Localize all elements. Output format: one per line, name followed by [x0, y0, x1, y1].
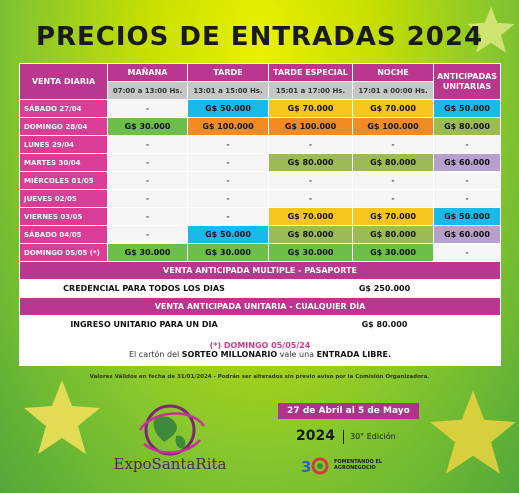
star-left-icon: [22, 376, 102, 456]
price-cell: -: [108, 100, 188, 118]
table-row: [20, 190, 501, 208]
unitaria-label: INGRESO UNITARIO PARA UN DIA: [20, 316, 269, 334]
thirty-badge-icon: [300, 456, 330, 476]
price-cell: G$ 30.000: [269, 244, 353, 262]
price-cell: G$ 50.000: [434, 208, 501, 226]
price-cell: G$ 80.000: [269, 226, 353, 244]
table-row: [20, 244, 501, 262]
section-multiple: VENTA ANTICIPADA MULTIPLE - PASAPORTE: [20, 262, 501, 280]
star-right-icon: [428, 386, 518, 476]
slogan-line-1: FOMENTANDO EL: [334, 459, 383, 465]
slogan: [334, 459, 382, 471]
price-cell: -: [434, 190, 501, 208]
price-cell: G$ 100.000: [269, 118, 353, 136]
svg-text:3: 3: [301, 458, 312, 476]
day-label: MIÉRCOLES 01/05: [20, 172, 108, 190]
day-label: DOMINGO 05/05 (*): [20, 244, 108, 262]
header-venta-diaria: VENTA DIARIA: [20, 64, 108, 100]
price-cell: -: [108, 226, 188, 244]
price-cell: G$ 50.000: [188, 100, 269, 118]
logo-text: ExpoSantaRita: [113, 455, 227, 473]
price-cell: G$ 100.000: [188, 118, 269, 136]
price-cell: G$ 30.000: [108, 244, 188, 262]
price-cell: G$ 80.000: [353, 226, 434, 244]
price-table: [19, 63, 501, 366]
price-cell: -: [353, 136, 434, 154]
price-cell: -: [353, 190, 434, 208]
price-cell: G$ 30.000: [108, 118, 188, 136]
year-divider: [343, 430, 344, 444]
price-cell: G$ 30.000: [188, 244, 269, 262]
section-unitaria: VENTA ANTICIPADA UNITARIA - CUALQUIER DÍA: [20, 298, 501, 316]
price-cell: -: [188, 208, 269, 226]
note-text-1: El cartón del: [128, 349, 182, 359]
multiple-price: G$ 250.000: [269, 280, 501, 298]
price-cell: -: [269, 136, 353, 154]
price-cell: -: [269, 190, 353, 208]
price-cell: -: [434, 172, 501, 190]
price-cell: G$ 70.000: [269, 208, 353, 226]
table-row: [20, 172, 501, 190]
price-cell: -: [108, 136, 188, 154]
price-cell: -: [434, 136, 501, 154]
note-cell: [20, 334, 501, 366]
note-title: (*) DOMINGO 05/05/24: [209, 340, 311, 350]
event-dates: 27 de Abril al 5 de Mayo: [278, 403, 419, 419]
slogan-line-2: AGRONEGOCIO: [334, 465, 376, 471]
header-tarde-especial: TARDE ESPECIAL: [269, 64, 353, 82]
day-rows: [20, 100, 501, 262]
note-bold-2: ENTRADA LIBRE.: [316, 349, 392, 359]
time-manana: 07:00 a 13:00 Hs.: [108, 82, 188, 100]
price-cell: G$ 70.000: [353, 100, 434, 118]
price-cell: G$ 80.000: [269, 154, 353, 172]
multiple-label: CREDENCIAL PARA TODOS LOS DIAS: [20, 280, 269, 298]
note-bold-1: SORTEO MILLONARIO: [181, 349, 278, 359]
price-cell: G$ 80.000: [434, 118, 501, 136]
price-table-container: [19, 63, 500, 363]
header-anticipadas: ANTICIPADAS UNITARIAS: [434, 64, 501, 100]
validity-note: Valores Válidos en fecha de 31/01/2024 - Podrán ser alterados sin previo aviso por la Comisión Organizadora.: [89, 374, 430, 380]
note-text: [20, 350, 500, 359]
price-cell: -: [188, 190, 269, 208]
day-label: LUNES 29/04: [20, 136, 108, 154]
price-cell: G$ 60.000: [434, 226, 501, 244]
note-text-2: vale una: [277, 349, 317, 359]
time-tarde: 13:01 a 15:00 Hs.: [188, 82, 269, 100]
day-label: MARTES 30/04: [20, 154, 108, 172]
table-row: [20, 118, 501, 136]
price-cell: -: [434, 244, 501, 262]
day-label: SÁBADO 27/04: [20, 100, 108, 118]
price-cell: -: [188, 172, 269, 190]
table-row: [20, 208, 501, 226]
header-manana: MAÑANA: [108, 64, 188, 82]
time-tarde-especial: 15:01 a 17:00 Hs.: [269, 82, 353, 100]
table-row: [20, 154, 501, 172]
price-cell: G$ 70.000: [269, 100, 353, 118]
price-cell: -: [353, 172, 434, 190]
day-label: SÁBADO 04/05: [20, 226, 108, 244]
price-cell: G$ 30.000: [353, 244, 434, 262]
price-cell: G$ 100.000: [353, 118, 434, 136]
price-cell: -: [108, 190, 188, 208]
edition-label: 30° Edición: [350, 432, 396, 441]
price-cell: -: [108, 172, 188, 190]
table-row: [20, 136, 501, 154]
time-noche: 17:01 a 00:00 Hs.: [353, 82, 434, 100]
price-cell: G$ 60.000: [434, 154, 501, 172]
unitaria-price: G$ 80.000: [269, 316, 501, 334]
price-cell: G$ 80.000: [353, 154, 434, 172]
price-cell: -: [269, 172, 353, 190]
price-cell: -: [188, 136, 269, 154]
day-label: JUEVES 02/05: [20, 190, 108, 208]
price-cell: G$ 70.000: [353, 208, 434, 226]
header-noche: NOCHE: [353, 64, 434, 82]
price-cell: G$ 50.000: [188, 226, 269, 244]
price-cell: -: [108, 154, 188, 172]
price-cell: -: [188, 154, 269, 172]
day-label: VIERNES 03/05: [20, 208, 108, 226]
price-cell: -: [108, 208, 188, 226]
page-title: PRECIOS DE ENTRADAS 2024: [35, 22, 484, 52]
table-row: [20, 100, 501, 118]
day-label: DOMINGO 28/04: [20, 118, 108, 136]
table-row: [20, 226, 501, 244]
price-cell: G$ 50.000: [434, 100, 501, 118]
event-year: 2024: [296, 428, 335, 444]
header-tarde: TARDE: [188, 64, 269, 82]
